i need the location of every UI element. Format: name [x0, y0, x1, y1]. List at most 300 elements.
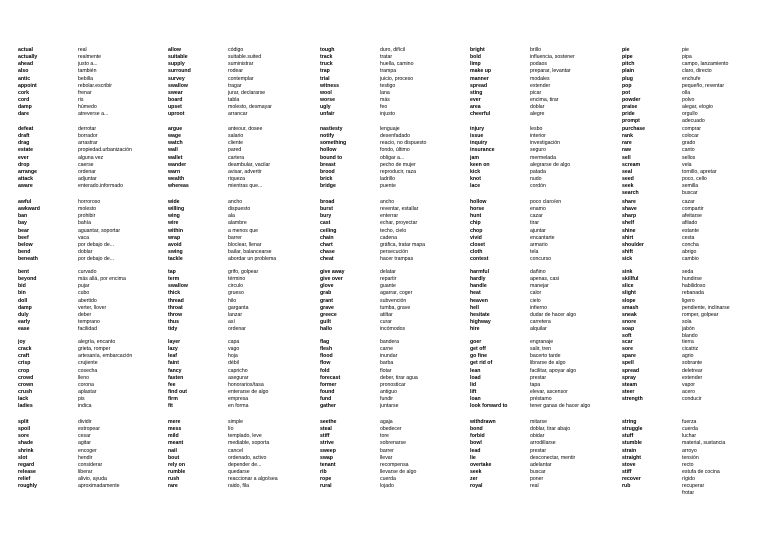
english-term: soft — [622, 333, 632, 340]
spanish-translation: arrodillarse — [530, 440, 556, 447]
english-term: ceiling — [320, 227, 337, 234]
english-term: strength — [622, 396, 643, 403]
spanish-translation: poco, cello — [682, 175, 707, 182]
spanish-translation: fondo, último — [380, 147, 410, 154]
english-term: harmful — [470, 269, 490, 275]
english-term: spell — [622, 360, 634, 367]
spanish-translation: simple — [228, 419, 243, 425]
spanish-translation: facilidad — [78, 326, 98, 333]
spanish-translation: cambio — [682, 256, 699, 263]
english-term: flood — [320, 353, 333, 360]
spanish-translation: adelantar — [530, 461, 552, 468]
english-term: nail — [168, 447, 177, 454]
english-term: beef — [18, 234, 29, 241]
spanish-translation: cubo — [78, 290, 90, 297]
spanish-translation: reaccionar a algo/sea — [228, 476, 278, 483]
spanish-translation: reventar, estallar — [380, 206, 419, 213]
english-term: within — [168, 227, 183, 234]
english-term: swing — [168, 248, 183, 255]
spanish-translation: curar — [380, 318, 392, 325]
spanish-translation: doblar — [530, 104, 545, 111]
english-term: roughly — [18, 483, 38, 490]
spanish-translation: canto — [682, 147, 695, 154]
english-term: stuff — [622, 433, 634, 440]
english-term: whereas — [168, 183, 189, 190]
spanish-translation: frotar — [682, 490, 695, 497]
spanish-translation: riqueza — [228, 175, 246, 182]
english-term: insurance — [470, 147, 495, 154]
english-term: chain — [320, 234, 334, 241]
spanish-translation: salir, tren — [530, 346, 552, 353]
english-term: crowd — [18, 374, 34, 381]
english-term: cheat — [320, 256, 334, 263]
english-term: drag — [18, 140, 30, 147]
spanish-translation: barba — [380, 360, 394, 367]
english-term: hell — [470, 304, 479, 311]
spanish-translation: polvo — [682, 96, 695, 103]
english-term: tidy — [168, 326, 178, 333]
english-term: draft — [18, 133, 30, 140]
english-term: flow — [320, 360, 331, 367]
english-term: rumble — [168, 468, 186, 475]
english-term: bowl — [470, 440, 482, 447]
english-term: wallet — [168, 154, 183, 161]
english-term: tap — [168, 269, 176, 275]
english-term: string — [622, 419, 637, 425]
spanish-translation: lenguaje — [380, 126, 400, 132]
english-term: slight — [622, 290, 636, 297]
spanish-translation: dudar de hacer algo — [530, 311, 577, 318]
spanish-translation: préstamo — [530, 396, 552, 403]
english-term: lean — [470, 367, 481, 374]
spanish-translation: cielo — [530, 297, 541, 304]
english-term: something — [320, 140, 347, 147]
english-term: find out — [168, 388, 188, 395]
spanish-translation: lío — [228, 426, 234, 433]
spanish-translation: flotar — [380, 367, 392, 374]
english-term: witness — [320, 82, 340, 89]
spanish-translation: material, sustancia — [682, 440, 726, 447]
spanish-translation: rebanada — [682, 290, 704, 297]
english-term: heat — [470, 290, 481, 297]
spanish-translation: anteour, dosee — [228, 126, 263, 132]
spanish-translation: frenar — [78, 89, 92, 96]
english-term: worse — [320, 96, 335, 103]
english-term: injury — [470, 126, 485, 132]
spanish-translation: alegre — [530, 111, 545, 118]
english-term: craft — [18, 353, 30, 360]
english-term: knot — [470, 175, 481, 182]
spanish-translation: aguantar, soportar — [78, 227, 121, 234]
english-term: upset — [168, 104, 182, 111]
spanish-translation: sobrenarse — [380, 440, 406, 447]
spanish-translation: encima, tirar — [530, 96, 559, 103]
english-term: grab — [320, 290, 332, 297]
spanish-translation: barrer — [380, 447, 394, 454]
english-term: arrange — [18, 168, 38, 175]
english-term: term — [168, 276, 180, 283]
english-term: fund — [320, 396, 332, 403]
spanish-translation: cancel — [228, 447, 243, 454]
spanish-translation: pared — [228, 147, 242, 154]
spanish-translation: empresa — [228, 396, 249, 403]
english-term: sink — [622, 269, 633, 275]
english-term: early — [18, 318, 31, 325]
spanish-translation: orgullo — [682, 111, 698, 118]
english-term: bright — [470, 47, 485, 53]
spanish-translation: más — [380, 96, 390, 103]
english-term: crop — [18, 367, 30, 374]
english-term: search — [622, 190, 639, 197]
english-term: truck — [320, 61, 333, 68]
english-term: shade — [18, 440, 33, 447]
spanish-translation: desconectar, mentir — [530, 454, 576, 461]
english-term: issue — [470, 133, 484, 140]
english-term: bond — [470, 426, 483, 433]
english-term: stove — [622, 461, 636, 468]
spanish-translation: podaos — [530, 61, 548, 68]
english-term: tackle — [168, 256, 183, 263]
spanish-translation: pequeño, reventar — [682, 82, 725, 89]
spanish-translation: elevar, ascensor — [530, 388, 568, 395]
english-term: limp — [470, 61, 481, 68]
spanish-translation: enamo — [530, 206, 546, 213]
spanish-translation: incómodos — [380, 326, 406, 333]
spanish-translation: luchar — [682, 433, 697, 440]
spanish-translation: buscar — [530, 468, 546, 475]
spanish-translation: afilado — [682, 220, 698, 227]
spanish-translation: lesbo — [530, 126, 543, 132]
spanish-translation: en forma — [228, 403, 249, 410]
spanish-translation: derrotar — [78, 126, 97, 132]
spanish-translation: hendir — [78, 454, 93, 461]
spanish-translation: campo, lanzamiento — [682, 61, 729, 68]
spanish-translation: seguro — [530, 147, 546, 154]
english-term: bear — [18, 227, 29, 234]
english-term: duly — [18, 311, 29, 318]
spanish-translation: cuerda — [682, 426, 698, 433]
english-term: warn — [168, 168, 181, 175]
spanish-translation: arrastrar — [78, 140, 98, 147]
spanish-translation: real — [78, 47, 87, 53]
spanish-translation: molesto — [78, 206, 97, 213]
spanish-translation: justo a... — [78, 61, 98, 68]
english-term: steam — [622, 381, 637, 388]
spanish-translation: comprar — [682, 126, 702, 132]
english-term: shrink — [18, 447, 34, 454]
spanish-translation: obedecer — [380, 426, 402, 433]
english-term: kick — [470, 168, 481, 175]
spanish-translation: alquilar — [530, 326, 547, 333]
english-term: also — [18, 68, 29, 75]
english-term: contest — [470, 256, 489, 263]
spanish-translation: avisar, advertir — [228, 168, 262, 175]
english-term: cloth — [470, 248, 483, 255]
english-term: cheerful — [470, 111, 491, 118]
english-term — [622, 490, 690, 497]
english-term: gather — [320, 403, 336, 410]
spanish-translation: recuperar — [682, 483, 705, 490]
english-term: seed — [622, 175, 634, 182]
english-term: shave — [622, 206, 637, 213]
spanish-translation: acero — [682, 388, 695, 395]
spanish-translation: vago — [228, 346, 240, 353]
spanish-translation: habilidoso — [682, 283, 706, 290]
english-term: manner — [470, 75, 489, 82]
english-term: loan — [470, 396, 481, 403]
spanish-translation: compartir — [682, 206, 704, 213]
spanish-translation: prestar — [530, 447, 547, 454]
english-term: rush — [168, 476, 180, 483]
spanish-translation: modales — [530, 75, 550, 82]
spanish-translation: recompensa — [380, 461, 409, 468]
english-term: get rid of — [470, 360, 493, 367]
english-term: damp — [18, 304, 32, 311]
spanish-translation: adecuado — [682, 118, 705, 125]
english-term: sting — [470, 89, 483, 96]
spanish-translation: cosecha — [78, 367, 98, 374]
spanish-translation: código — [228, 47, 244, 53]
english-term: purchase — [622, 126, 646, 132]
spanish-translation: investigación — [530, 140, 560, 147]
spanish-translation: blando — [682, 333, 698, 340]
spanish-translation: arrancar — [228, 111, 248, 118]
english-term: tough — [320, 47, 335, 53]
english-term: lack — [18, 396, 29, 403]
spanish-translation: cliente — [228, 140, 243, 147]
english-term: keen on — [470, 161, 490, 168]
spanish-translation: apenas, casi — [530, 276, 560, 283]
spanish-translation: sellos — [682, 154, 696, 161]
spanish-translation: reacio, no dispuesto — [380, 140, 427, 147]
english-term: flesh — [320, 346, 333, 353]
spanish-translation: influencia, sostener — [530, 54, 575, 61]
spanish-translation: guante — [380, 283, 396, 290]
english-term: estate — [18, 147, 33, 154]
english-term: mere — [168, 419, 181, 425]
spanish-translation: cadena — [380, 234, 398, 241]
spanish-translation: estropear — [78, 426, 100, 433]
english-term: plain — [622, 68, 635, 75]
spanish-translation: agaja — [380, 419, 393, 425]
spanish-translation: realmente — [78, 54, 102, 61]
spanish-translation: estante — [682, 227, 700, 234]
english-term: make up — [470, 68, 492, 75]
spanish-translation: librarse de algo — [530, 360, 566, 367]
english-term: steal — [320, 426, 332, 433]
spanish-translation: preparar, levantar — [530, 68, 571, 75]
english-term: broad — [320, 199, 335, 205]
spanish-translation: hundirse — [682, 276, 702, 283]
english-term: avoid — [168, 241, 182, 248]
spanish-translation: techo, cielo — [380, 227, 407, 234]
spanish-translation: ordenar — [78, 168, 96, 175]
english-term: rub — [622, 483, 631, 490]
english-term: leaf — [168, 353, 177, 360]
spanish-translation: antiguo — [380, 388, 398, 395]
spanish-translation: enterado.informado — [78, 183, 123, 190]
spanish-translation: lanzar — [228, 311, 243, 318]
spanish-translation: tumba, grave — [380, 304, 411, 311]
english-term: burst — [320, 206, 333, 213]
spanish-translation: doblar — [78, 248, 93, 255]
english-term: chip — [470, 220, 481, 227]
english-term: damp — [18, 104, 32, 111]
spanish-translation: tore — [380, 433, 389, 440]
spanish-translation: facilitar, apoyar algo — [530, 367, 577, 374]
spanish-translation: duro, difícil — [380, 47, 406, 53]
spanish-translation: tornillo, apretar — [682, 168, 717, 175]
spanish-translation: inundar — [380, 353, 398, 360]
spanish-translation: tensión — [682, 454, 699, 461]
spanish-translation: grieta, romper — [78, 346, 111, 353]
spanish-translation: persecución — [380, 248, 408, 255]
english-term: stiff — [320, 433, 330, 440]
spanish-translation: agrio — [682, 353, 694, 360]
spanish-translation: más allá, por encima — [78, 276, 126, 283]
english-term: awkward — [18, 206, 40, 213]
english-term: bent — [18, 269, 29, 275]
english-term: closet — [470, 241, 485, 248]
spanish-translation: agarrar, coger — [380, 290, 413, 297]
spanish-translation: pujar — [78, 283, 90, 290]
english-term: fasten — [168, 374, 184, 381]
english-term: greece — [320, 311, 337, 318]
spanish-translation: corona — [78, 381, 94, 388]
spanish-translation: honorarios/tasa — [228, 381, 264, 388]
english-term: slot — [18, 454, 28, 461]
english-term: rope — [320, 476, 332, 483]
spanish-translation: tapa — [530, 381, 541, 388]
spanish-translation: fuerza — [682, 419, 697, 425]
spanish-translation: tabla — [228, 96, 240, 103]
spanish-translation: poco claro/en — [530, 199, 562, 205]
spanish-translation: también — [78, 68, 97, 75]
spanish-translation: fundir — [380, 396, 393, 403]
spanish-translation: lojado — [380, 483, 394, 490]
spanish-translation: bandera — [380, 339, 400, 345]
spanish-translation: llevarse de algo — [380, 468, 417, 475]
spanish-translation: manejar — [530, 283, 549, 290]
spanish-translation: gráfica, tratar mapa — [380, 241, 425, 248]
spanish-translation: vaca — [78, 234, 89, 241]
spanish-translation: mediable, soporta — [228, 440, 270, 447]
english-term: tenant — [320, 461, 336, 468]
spanish-translation: raido, fila — [228, 483, 250, 490]
spanish-translation: atiltar — [380, 311, 393, 318]
spanish-translation: ancho — [380, 199, 395, 205]
english-term: hesitate — [470, 311, 490, 318]
english-term: hunt — [470, 213, 482, 220]
english-term: strive — [320, 440, 334, 447]
english-term: skillful — [622, 276, 639, 283]
english-term: spray — [622, 374, 636, 381]
english-term: scream — [622, 161, 641, 168]
english-term: swallow — [168, 283, 188, 290]
spanish-translation: claro, directo — [682, 68, 712, 75]
spanish-translation: abordar un problema — [228, 256, 277, 263]
spanish-translation: ladrillo — [380, 175, 395, 182]
english-term: rare — [168, 483, 178, 490]
spanish-translation: patada — [530, 168, 546, 175]
english-term: vivid — [470, 234, 482, 241]
spanish-translation: recto — [682, 461, 694, 468]
spanish-translation: cesta — [682, 234, 695, 241]
spanish-translation: tela — [530, 248, 539, 255]
spanish-translation: concha — [682, 241, 699, 248]
english-term: lid — [470, 381, 477, 388]
english-term: shelf — [622, 220, 635, 227]
english-term: watch — [168, 140, 183, 147]
spanish-translation: dañino — [530, 269, 546, 275]
spanish-translation: a menos que — [228, 227, 258, 234]
english-term: hollow — [470, 199, 487, 205]
english-term: defeat — [18, 126, 34, 132]
spanish-translation: salario — [228, 133, 244, 140]
spanish-translation: arroyo — [682, 447, 697, 454]
spanish-translation: semilla — [682, 183, 699, 190]
spanish-translation: desenfadado — [380, 133, 411, 140]
spanish-translation: bloclear, llenar — [228, 241, 262, 248]
spanish-translation: picar — [530, 89, 542, 96]
english-term: praise — [622, 104, 638, 111]
english-term: grant — [320, 297, 333, 304]
english-term: flag — [320, 339, 330, 345]
english-term: shirt — [622, 234, 634, 241]
spanish-translation: asegurar — [228, 374, 249, 381]
english-term: thick — [168, 290, 181, 297]
english-term: seek — [622, 183, 634, 190]
spanish-translation: bacerto tarde — [530, 353, 561, 360]
spanish-translation: capa — [228, 339, 240, 345]
english-term: get off — [470, 346, 486, 353]
spanish-translation: delatar — [380, 269, 396, 275]
spanish-translation: borrador — [78, 133, 98, 140]
english-term: prompt — [622, 118, 640, 125]
spanish-translation: pipa — [682, 54, 692, 61]
english-term: nastiesty — [320, 126, 343, 132]
english-term: pride — [622, 111, 635, 118]
english-term: willing — [168, 206, 185, 213]
english-term: drop — [18, 161, 30, 168]
english-term: throat — [168, 304, 183, 311]
spanish-translation: trampa — [380, 68, 397, 75]
spanish-translation: curvado — [78, 269, 97, 275]
english-term: ugly — [320, 104, 331, 111]
spanish-translation: mitarse — [530, 419, 548, 425]
english-term: fee — [168, 381, 176, 388]
english-term: wool — [320, 89, 332, 96]
spanish-translation: calor — [530, 290, 542, 297]
english-term: track — [320, 54, 333, 61]
english-term: found — [320, 388, 335, 395]
spanish-translation: pie — [682, 47, 689, 53]
english-term: spread — [470, 82, 488, 89]
spanish-translation: depender de... — [228, 461, 262, 468]
spanish-translation: abrigo — [682, 248, 697, 255]
english-term: aware — [18, 183, 33, 190]
english-term: thread — [168, 297, 184, 304]
spanish-translation: bailar, balancearse — [228, 248, 272, 255]
english-term: ever — [470, 96, 481, 103]
spanish-translation: rodear — [228, 68, 243, 75]
spanish-translation: alguna vez — [78, 154, 104, 161]
spanish-translation: bebilla — [78, 75, 93, 82]
english-term: shoulder — [622, 241, 644, 248]
spanish-translation: ordenar — [228, 326, 246, 333]
english-term: trap — [320, 68, 330, 75]
english-term: spread — [622, 367, 640, 374]
